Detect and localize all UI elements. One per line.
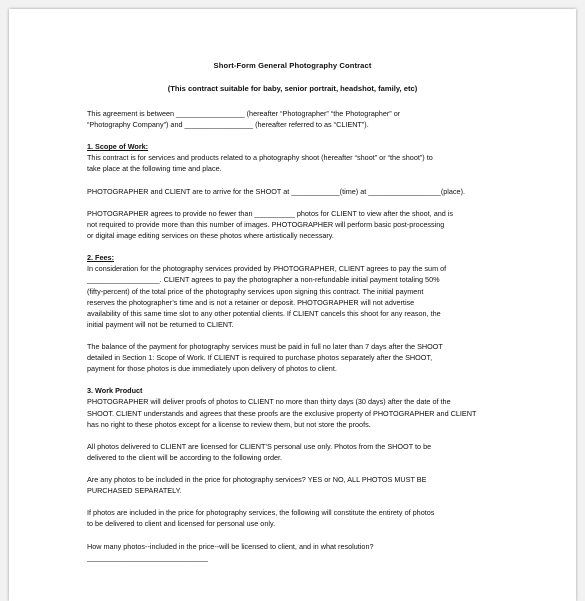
paragraph [87, 263, 507, 330]
text-line: In consideration for the photography services provided by PHOTOGRAPHER, CLIENT agrees to pay the sum of [87, 264, 447, 274]
text-line: detailed in Section 1: Scope of Work. If CLIENT is required to purchase photos separately after the SHOOT, [87, 353, 433, 363]
document-body [87, 108, 507, 574]
paragraph [87, 541, 507, 563]
text-line: PHOTOGRAPHER and CLIENT are to arrive for the SHOOT at ____________(time) at __________________(place). [87, 186, 466, 196]
document-title: Short-Form General Photography Contract [213, 61, 372, 70]
text-line: PURCHASED SEPARATELY. [87, 486, 182, 496]
text-line: payment for those photos is due immediately upon delivery of photos to client. [87, 364, 337, 374]
paragraph [87, 152, 507, 174]
text-line: initial payment will not be returned to CLIENT. [87, 319, 234, 329]
section-heading-fees: 2. Fees: [87, 253, 114, 263]
text-line: take place at the following time and place. [87, 164, 222, 174]
text-line: PHOTOGRAPHER agrees to provide no fewer than __________ photos for CLIENT to view after the shoot, and is [87, 208, 454, 218]
text-line: The balance of the payment for photography services must be paid in full no later than 7 days after the SHOOT [87, 341, 443, 351]
text-line: “Photography Company”) and _________________ (hereafter referred to as “CLIENT”). [87, 120, 369, 130]
text-line: How many photos--included in the price--will be licensed to client, and in what resolution? [87, 541, 374, 551]
text-line: Are any photos to be included in the price for photography services? YES or NO, ALL PHOTOS MUST BE [87, 475, 427, 485]
text-line: has no right to these photos except for a license to review them, but not store the proofs. [87, 419, 371, 429]
text-line: delivered to the client will be according to the following order. [87, 452, 283, 462]
document-page [9, 9, 576, 601]
text-line: This agreement is between _________________ (hereafter “Photographer” “the Photographer” or [87, 109, 401, 118]
text-line: to be delivered to client and licensed for personal use only. [87, 519, 276, 529]
paragraph [87, 441, 507, 463]
text-line: PHOTOGRAPHER will deliver proofs of photos to CLIENT no more than thirty days (30 days) after the date of the [87, 397, 451, 407]
paragraph [87, 507, 507, 529]
paragraph [87, 186, 507, 197]
text-line: __________________. CLIENT agrees to pay the photographer a non-refundable initial payment totaling 50% [87, 275, 440, 285]
paragraph [87, 396, 507, 429]
intro-paragraph [87, 108, 507, 130]
section-heading-scope-of-work: 1. Scope of Work: [87, 142, 149, 152]
section-heading-work-product: 3. Work Product [87, 386, 143, 396]
text-line: SHOOT. CLIENT understands and agrees that these proofs are the exclusive property of PHOTOGRAPHER and CLIENT [87, 408, 477, 418]
text-line: availability of this same time slot to any other potential clients. If CLIENT cancels this shoot for any reason, the [87, 308, 441, 318]
paragraph [87, 341, 507, 374]
text-line: This contract is for services and products related to a photography shoot (hereafter “shoot” or “the shoot”) to [87, 153, 433, 163]
text-line: All photos delivered to CLIENT are licensed for CLIENT’S personal use only. Photos from the SHOOT to be [87, 441, 432, 451]
paragraph [87, 208, 507, 241]
blank-answer-line: ______________________________ [87, 552, 208, 562]
text-line: not required to provide more than this number of images. PHOTOGRAPHER will perform basic post-processing [87, 219, 445, 229]
text-line: or digital image editing services on these photos where artistically necessary. [87, 231, 334, 241]
text-line: If photos are included in the price for photography services, the following will constitute the entirety of photos [87, 508, 435, 518]
document-subtitle: (This contract suitable for baby, senior portrait, headshot, family, etc) [167, 84, 418, 93]
text-line: reserves the photographer’s time and is not a retainer or deposit. PHOTOGRAPHER will not advertise [87, 297, 415, 307]
text-line: (fifty-percent) of the total price of the photography services upon signing this contract. The initial payment [87, 286, 424, 296]
paragraph [87, 474, 507, 496]
